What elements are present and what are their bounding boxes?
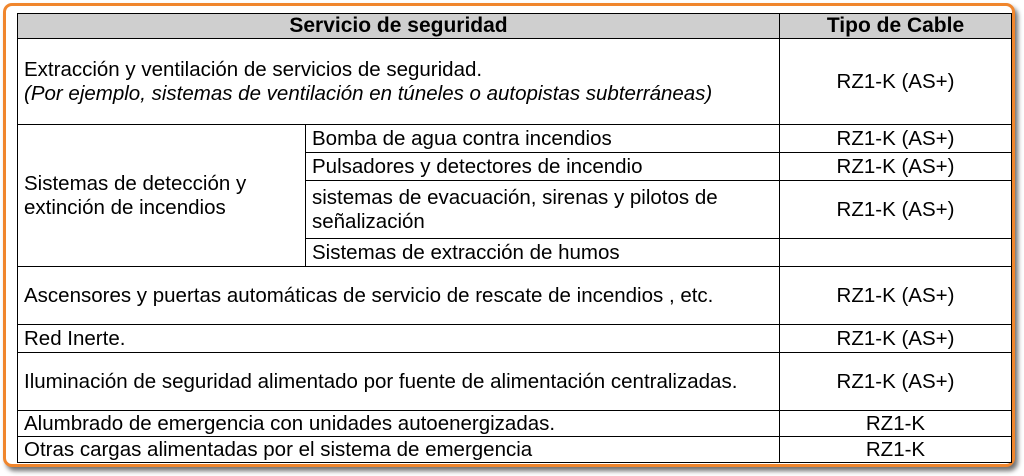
table-row [18, 325, 1012, 353]
service-cell [18, 39, 780, 125]
service-cell: Red Inerte. [18, 325, 780, 353]
cable-cell: RZ1-K (AS+) [780, 39, 1012, 125]
cable-cell: RZ1-K (AS+) [780, 153, 1012, 181]
group-item: Pulsadores y detectores de incendio [306, 153, 780, 181]
service-cell: Alumbrado de emergencia con unidades autoenergizadas. [18, 411, 780, 437]
cable-cell: RZ1-K (AS+) [780, 325, 1012, 353]
service-cell: Iluminación de seguridad alimentado por fuente de alimentación centralizadas. [18, 353, 780, 411]
group-item: sistemas de evacuación, sirenas y pilotos de señalización [306, 181, 780, 239]
table-frame [3, 3, 1015, 467]
cable-cell: RZ1-K (AS+) [780, 125, 1012, 153]
cable-cell: RZ1-K [780, 411, 1012, 437]
group-item: Bomba de agua contra incendios [306, 125, 780, 153]
cable-cell: RZ1-K (AS+) [780, 267, 1012, 325]
table-row [18, 39, 1012, 125]
header-cable: Tipo de Cable [780, 14, 1012, 39]
table-row [18, 353, 1012, 411]
table-row [18, 267, 1012, 325]
service-note: (Por ejemplo, sistemas de ventilación en túneles o autopistas subterráneas) [24, 81, 713, 105]
cable-cell [780, 239, 1012, 267]
table-header-row [18, 14, 1012, 39]
cable-cell: RZ1-K (AS+) [780, 353, 1012, 411]
security-services-table [17, 13, 1012, 463]
group-label-cell: Sistemas de detección y extinción de incendios [18, 125, 306, 267]
service-cell: Ascensores y puertas automáticas de servicio de rescate de incendios , etc. [18, 267, 780, 325]
table-row [18, 125, 1012, 153]
group-item: Sistemas de extracción de humos [306, 239, 780, 267]
service-text: Extracción y ventilación de servicios de seguridad. [24, 57, 483, 81]
cable-cell: RZ1-K (AS+) [780, 181, 1012, 239]
cable-cell: RZ1-K [780, 437, 1012, 463]
header-service: Servicio de seguridad [18, 14, 780, 39]
table-row [18, 411, 1012, 437]
table-row [18, 437, 1012, 463]
service-cell: Otras cargas alimentadas por el sistema de emergencia [18, 437, 780, 463]
